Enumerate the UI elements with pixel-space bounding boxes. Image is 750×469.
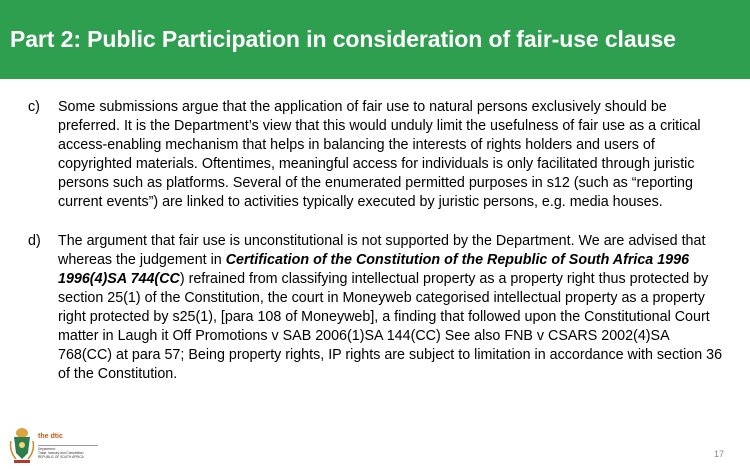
title-bar bbox=[0, 0, 750, 79]
dtic-logo bbox=[8, 423, 108, 467]
logo-subtitle bbox=[38, 447, 108, 459]
item-letter: c) bbox=[28, 99, 40, 115]
item-letter: d) bbox=[28, 232, 41, 249]
item-text: Some submissions argue that the application of fair use to natural persons exclusively should be preferred. It is the Department’s view that this would unduly limit the usefulness of fair use as a critical access-enabling mechanism that helps in balancing the interests of rights holders and users of copyrighted materials. Oftentimes, meaningful access for individuals is only facilitated through juristic persons such as platforms. Several of the enumerated permitted purposes in s12 (such as “reporting current events”) are linked to activities typically executed by juristic persons, e.g. media houses. bbox=[58, 99, 701, 211]
logo-divider bbox=[38, 445, 98, 446]
slide-title: Part 2: Public Participation in consideration of fair-use clause bbox=[10, 26, 676, 52]
slide-content bbox=[28, 98, 724, 403]
logo-sub-line: Department: bbox=[38, 447, 56, 451]
logo-name: the dtic bbox=[38, 433, 63, 440]
coat-of-arms-icon bbox=[8, 423, 36, 467]
page-number: 17 bbox=[713, 449, 724, 459]
item-text-after: ) refrained from classifying intellectual property as a property right thus protected by section 25(1) of the Constitution, the court in Moneyweb categorised intellectual property as a property right protected by s25(1), [para 108 of Moneyweb], a finding that followed upon the Constitutional Court matter in Laugh it Off Promotions v SAB 2006(1)SA 144(CC) See also FNB v CSARS 2002(4)SA 768(CC) at para 57; Being property rights, IP rights are subject to limitation in accordance with section 36 of the Constitution. bbox=[58, 270, 723, 383]
list-item bbox=[28, 232, 724, 385]
logo-sub-line: REPUBLIC OF SOUTH AFRICA bbox=[38, 455, 84, 459]
logo-sub-line: Trade, Industry and Competition bbox=[38, 451, 84, 455]
item-text bbox=[58, 232, 724, 385]
case-citation: Certification of the Constitution of the Republic of South Africa 1996 1996(4)SA 744(CC bbox=[58, 251, 690, 287]
list-item bbox=[28, 98, 724, 213]
item-text-before: The argument that fair use is unconstitutional is not supported by the Department. We are advised that whereas the judgement in bbox=[58, 232, 706, 268]
